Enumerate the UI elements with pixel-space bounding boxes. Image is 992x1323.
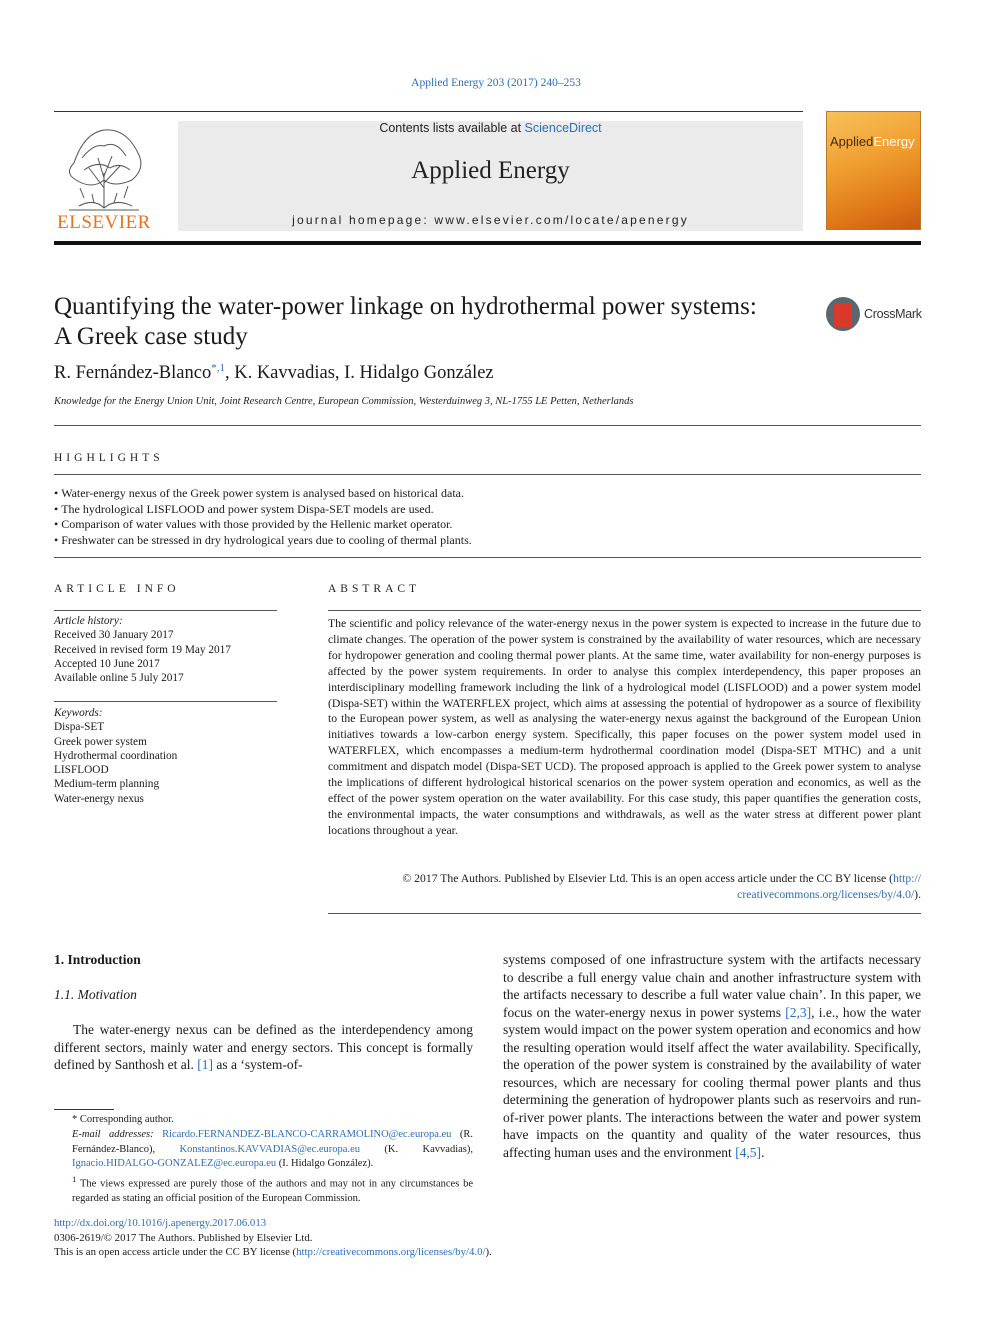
article-history	[54, 614, 277, 685]
other-authors: , K. Kavvadias, I. Hidalgo González	[224, 363, 494, 384]
footnotes	[54, 1113, 473, 1207]
highlight-item: • The hydrological LISFLOOD and power system Dispa-SET models are used.	[54, 502, 921, 518]
keywords	[54, 706, 277, 806]
license-end: ).	[485, 1246, 492, 1258]
contents-line	[178, 121, 803, 135]
divider	[328, 610, 921, 611]
email-owner: (K. Kavvadias),	[359, 1143, 473, 1155]
header-thick-rule	[54, 241, 921, 245]
email-note	[54, 1128, 473, 1172]
body-text: .	[761, 1144, 765, 1160]
author-1[interactable]: R. Fernández-Blanco	[54, 363, 212, 384]
section-title: 1. Introduction	[54, 952, 141, 967]
author-1-marks[interactable]: *,1	[211, 362, 225, 374]
title-line-2: A Greek case study	[54, 323, 248, 350]
history-item: Available online 5 July 2017	[54, 672, 184, 685]
contents-prefix: Contents lists available at	[379, 121, 525, 135]
highlight-item: • Freshwater can be stressed in dry hydrological years due to cooling of thermal plants.	[54, 533, 921, 549]
body-text: The water-energy nexus can be defined as the interdependency among different sectors, mainly water and energy sectors. This concept is formally defined by Santhosh et al.	[54, 1022, 473, 1072]
keyword: Greek power system	[54, 735, 147, 748]
keyword: Water-energy nexus	[54, 792, 144, 805]
email-owner: (I. Hidalgo González).	[276, 1158, 374, 1170]
email-label: E-mail addresses:	[72, 1128, 163, 1140]
email-link[interactable]: Ricardo.FERNANDEZ-BLANCO-CARRAMOLINO@ec.europa.eu	[162, 1128, 452, 1140]
sciencedirect-link[interactable]: ScienceDirect	[524, 121, 602, 135]
body-text: , i.e., how the water system would impact on the power system operation and economics and how the resulting operation would itself affect the water availability. Specifically, the operation of the power system is constrained by the availability of water resources, which are necessary for cooling thermal power plants and thus determining the generation of hydropower plants such as reservoirs and run-of-river power plants. The interactions between the water and power system have impacts on the quantity and quality of the water resources, thus affecting human uses and the environment	[503, 1004, 922, 1160]
journal-homepage[interactable]: journal homepage: www.elsevier.com/locate/apenergy	[292, 213, 689, 227]
highlights-heading: HIGHLIGHTS	[54, 452, 164, 464]
history-label: Article history:	[54, 615, 123, 627]
cover-title	[830, 134, 920, 149]
license-link-b[interactable]: creativecommons.org/licenses/by/4.0/	[737, 887, 915, 901]
license-line	[54, 1245, 492, 1260]
history-item: Received in revised form 19 May 2017	[54, 643, 231, 656]
history-item: Received 30 January 2017	[54, 629, 174, 642]
issn-line: 0306-2619/© 2017 The Authors. Published by Elsevier Ltd.	[54, 1231, 313, 1244]
body-column-left	[54, 1021, 473, 1074]
keyword: Dispa-SET	[54, 721, 105, 734]
author-list	[54, 362, 494, 384]
license-prefix: This is an open access article under the CC BY license (	[54, 1246, 297, 1258]
cover-title-a: Applied	[830, 134, 874, 149]
citation-link[interactable]: [4,5]	[735, 1144, 762, 1160]
copyright-text: © 2017 The Authors. Published by Elsevier Ltd. This is an open access article under the CC BY license (	[402, 872, 894, 885]
divider	[54, 610, 277, 611]
footnote-rule	[54, 1109, 114, 1110]
body-text: systems composed of one infrastructure system with the artifacts necessary to describe a full energy value chain and another infrastructure system with the artifacts necessary to describe a full water value chain’. In this paper, we focus on the water-energy nexus in power systems	[503, 952, 921, 1020]
paper-title	[54, 292, 814, 352]
article-footer	[54, 1216, 492, 1260]
keywords-label: Keywords:	[54, 707, 103, 719]
highlight-item: • Comparison of water values with those provided by the Hellenic market operator.	[54, 517, 921, 533]
footnote-mark: 1	[72, 1174, 77, 1185]
email-owner: (R. Fernández-Blanco),	[72, 1128, 474, 1155]
citation-link[interactable]: [2,3]	[785, 1004, 812, 1020]
divider	[54, 557, 921, 558]
body-column-right	[503, 951, 921, 1161]
article-info-heading: ARTICLE INFO	[54, 583, 180, 595]
citation-link[interactable]: [1]	[197, 1057, 213, 1072]
divider	[54, 474, 921, 475]
doi-link[interactable]: http://dx.doi.org/10.1016/j.apenergy.2017.06.013	[54, 1217, 267, 1229]
email-link[interactable]: Ignacio.HIDALGO-GONZALEZ@ec.europa.eu	[72, 1158, 277, 1170]
abstract-heading: ABSTRACT	[328, 583, 421, 595]
elsevier-wordmark: ELSEVIER	[57, 212, 151, 233]
journal-title: Applied Energy	[411, 157, 570, 184]
journal-reference[interactable]: Applied Energy 203 (2017) 240–253	[411, 77, 581, 89]
affiliation: Knowledge for the Energy Union Unit, Joint Research Centre, European Commission, Westerduinweg 3, NL-1755 LE Petten, Netherlands	[54, 396, 634, 407]
crossmark-label[interactable]: CrossMark	[864, 307, 922, 321]
keyword: Medium-term planning	[54, 778, 160, 791]
subsection-title: 1.1. Motivation	[54, 987, 137, 1002]
journal-cover-image[interactable]	[826, 111, 921, 230]
keyword: Hydrothermal coordination	[54, 749, 178, 762]
highlight-item: • Water-energy nexus of the Greek power system is analysed based on historical data.	[54, 486, 921, 502]
divider	[54, 425, 921, 426]
keyword: LISFLOOD	[54, 764, 109, 777]
abstract-text: The scientific and policy relevance of the water-energy nexus in the power system is expected to increase in the future due to climate changes. The operation of the power system is constrained by the availability of water resources, which are necessary for hydropower generation and cooling thermal power plants. At the same time, water availability for non-energy purposes is affected by the power system requirements. In order to analyse this complex interdependency, this paper proposes an interdisciplinary modelling framework including the link of a hydrological model (LISFLOOD) and a power system model (Dispa-SET) within the WATERFLEX project, which aims at assessing the potential of hydropower as a source of flexibility to the European power system, as well as analysing the water-energy nexus against the background of the European Union initiatives towards a low-carbon energy system. Specifically, this paper focuses on the power system model used in WATERFLEX, which encompasses a medium-term hydrothermal coordination model (Dispa-SET MTHC) and a unit commitment and dispatch model (Dispa-SET UCD). The proposed approach is applied to the Greek power system to analyse the implications of different hydrological historical scenarios on the power system operation and economics, as well as the effect of the power system operation on the water availability. For this case study, this paper quantifies the generation costs, the environmental impacts, the water consumptions and withdrawals, as well as the water stress at different power plant locations throughout a year.	[328, 617, 921, 837]
abstract-copyright	[328, 871, 921, 903]
cover-title-b: Energy	[873, 134, 915, 149]
divider	[54, 701, 277, 702]
header-rule	[54, 111, 803, 112]
divider	[328, 913, 921, 914]
footnote-1	[54, 1172, 473, 1207]
footnote-text: The views expressed are purely those of the authors and may not in any circumstances be regarded as stating an official position of the European Commission.	[72, 1178, 473, 1205]
crossmark-bookmark-icon	[834, 303, 852, 327]
highlights-list	[54, 486, 921, 549]
email-link[interactable]: Konstantinos.KAVVADIAS@ec.europa.eu	[179, 1143, 360, 1155]
body-text: as a ‘system-of-	[212, 1057, 303, 1072]
license-link-a[interactable]: http://	[893, 872, 921, 885]
license-link[interactable]: http://creativecommons.org/licenses/by/4.0/	[296, 1246, 486, 1258]
history-item: Accepted 10 June 2017	[54, 657, 160, 670]
title-line-1: Quantifying the water-power linkage on hydrothermal power systems:	[54, 293, 757, 320]
copyright-end: ).	[914, 887, 921, 901]
corresponding-author-note: * Corresponding author.	[72, 1114, 174, 1125]
